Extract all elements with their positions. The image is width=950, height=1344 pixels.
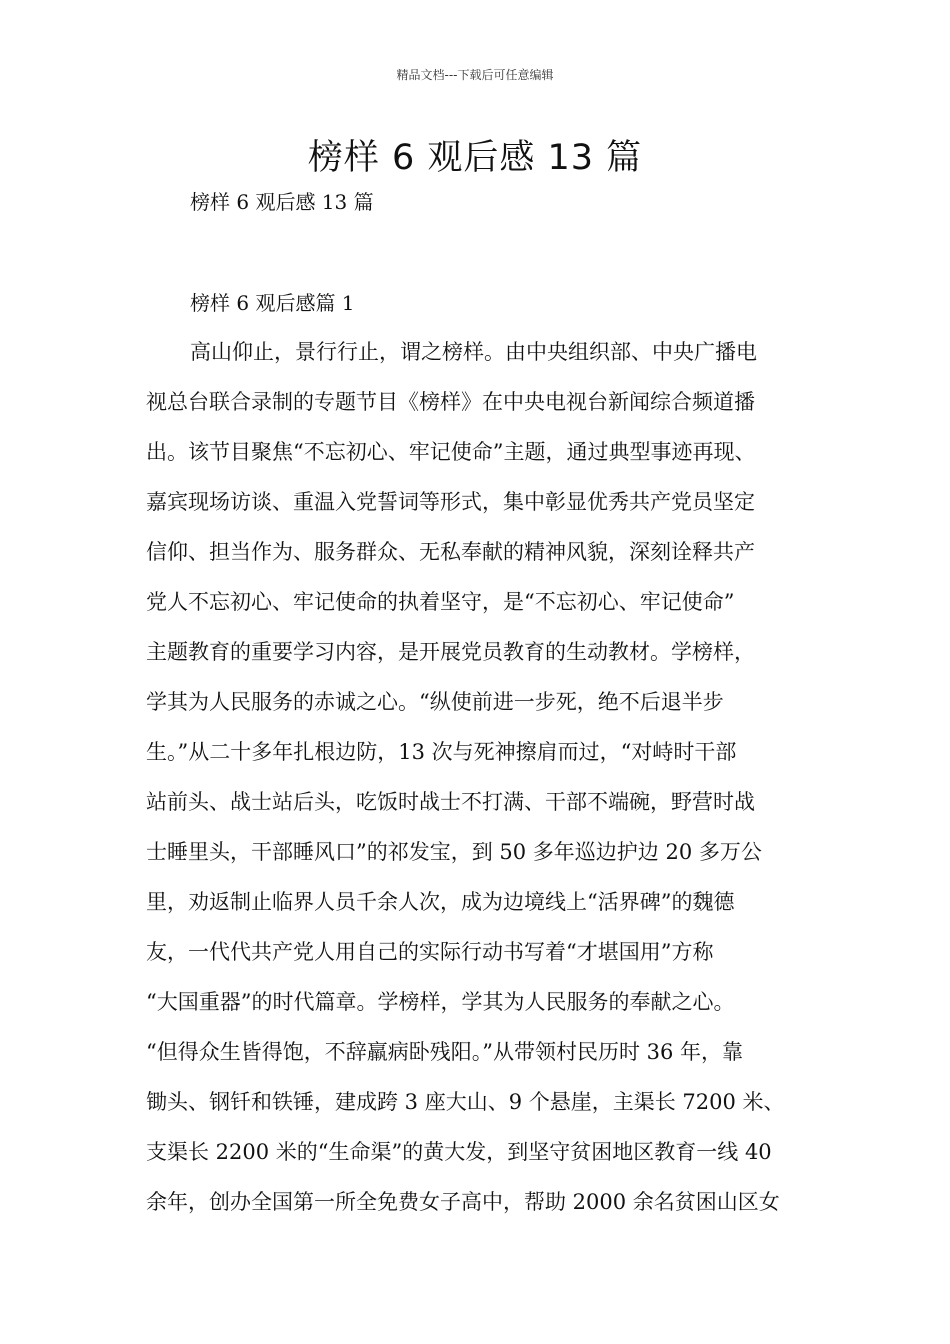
body-line: 学其为人民服务的赤诚之心。“纵使前进一步死，绝不后退半步 — [146, 690, 724, 714]
body-line: 友，一代代共产党人用自己的实际行动书写着“才堪国用”方称 — [146, 940, 714, 964]
body-line: 生。”从二十多年扎根边防，13 次与死神擦肩而过，“对峙时干部 — [146, 740, 737, 764]
body-line: 支渠长 2200 米的“生命渠”的黄大发，到坚守贫困地区教育一线 40 — [146, 1140, 772, 1164]
body-line: 锄头、钢钎和铁锤，建成跨 3 座大山、9 个悬崖，主渠长 7200 米、 — [146, 1090, 785, 1114]
body-line: 信仰、担当作为、服务群众、无私奉献的精神风貌，深刻诠释共产 — [146, 540, 755, 564]
header-note: 精品文档---下载后可任意编辑 — [396, 68, 554, 82]
body-line: 视总台联合录制的专题节目《榜样》在中央电视台新闻综合频道播 — [146, 390, 755, 414]
body-line: “但得众生皆得饱，不辞羸病卧残阳。”从带领村民历时 36 年，靠 — [146, 1040, 744, 1064]
section-heading: 榜样 6 观后感篇 1 — [190, 291, 355, 315]
body-line: 党人不忘初心、牢记使命的执着坚守，是“不忘初心、牢记使命” — [146, 590, 735, 614]
body-line: 高山仰止，景行行止，谓之榜样。由中央组织部、中央广播电 — [190, 340, 757, 364]
body-line: 嘉宾现场访谈、重温入党誓词等形式，集中彰显优秀共产党员坚定 — [146, 490, 755, 514]
body-line: “大国重器”的时代篇章。学榜样，学其为人民服务的奉献之心。 — [146, 990, 735, 1014]
body-line: 里，劝返制止临界人员千余人次，成为边境线上“活界碑”的魏德 — [146, 890, 735, 914]
body-line: 余年，创办全国第一所全免费女子高中，帮助 2000 余名贫困山区女 — [146, 1190, 780, 1214]
body-line: 士睡里头，干部睡风口”的祁发宝，到 50 多年巡边护边 20 多万公 — [146, 840, 762, 864]
body-line: 主题教育的重要学习内容，是开展党员教育的生动教材。学榜样， — [146, 640, 755, 664]
document-subtitle: 榜样 6 观后感 13 篇 — [190, 190, 374, 214]
document-title: 榜样 6 观后感 13 篇 — [307, 138, 643, 178]
body-line: 站前头、战士站后头，吃饭时战士不打满、干部不端碗，野营时战 — [146, 790, 755, 814]
body-line: 出。该节目聚焦“不忘初心、牢记使命”主题，通过典型事迹再现、 — [146, 440, 756, 464]
